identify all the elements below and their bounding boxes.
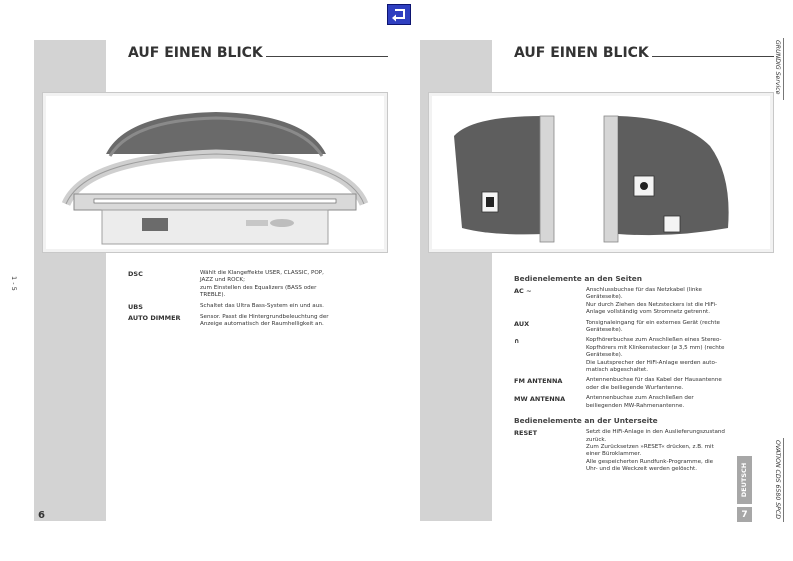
list-item: DSC Wählt die Klangeffekte USER, CLASSIC, POP, JAZZ und ROCK; zum Einstellen des Equalizers (BASS oder TREBLE). (128, 270, 324, 299)
right-page-title: AUF EINEN BLICK (514, 45, 774, 61)
right-page-number: 7 (737, 507, 752, 522)
list-item: MW ANTENNA Antennenbuchse zum Anschließen der beiliegenden MW-Rahmenantenne. (514, 395, 694, 409)
list-item: AC ~ Anschlussbuchse für das Netzkabel (linke Geräteseite). Nur durch Ziehen des Netzsteckers ist die HiFi- Anlage vollständig vom Stromnetz getrennt. (514, 287, 718, 316)
section-heading-bottom: Bedienelemente an der Unterseite (514, 416, 658, 426)
headphone-icon: ∩ (514, 337, 520, 346)
right-controls-list (514, 268, 736, 477)
left-page-title: AUF EINEN BLICK (128, 45, 388, 61)
side-rule-top (783, 38, 784, 100)
return-arrow-icon (391, 8, 407, 22)
back-button[interactable] (387, 4, 411, 25)
left-page-number: 6 (38, 510, 45, 521)
title-rule (652, 55, 774, 57)
side-view-illustration (432, 96, 770, 249)
side-rule-bottom (783, 438, 784, 522)
list-item: UBS Schaltet das Ultra Bass-System ein und aus. (128, 302, 324, 311)
side-label-brand: GRUNDIG Service (774, 40, 781, 95)
title-rule (266, 55, 388, 57)
front-view-illustration (46, 96, 384, 249)
list-item: RESET Setzt die HiFi-Anlage in den Auslieferungszustand zurück. Zum Zurücksetzen »RESET« drücken, z.B. mit einer Büroklammer. Alle gespeicherten Rundfunk-Programme, die Uhr- und die Weckzeit werden gelöscht. (514, 429, 725, 473)
list-item: FM ANTENNA Antennenbuchse für das Kabel der Hausantenne oder die beiliegende Wurfantenne. (514, 377, 722, 391)
section-heading-sides: Bedienelemente an den Seiten (514, 274, 643, 283)
list-item: AUX Tonsignaleingang für ein externes Gerät (rechte Geräteseite). (514, 319, 720, 334)
side-label-model: OVATION CDS 6580 SPCD (774, 440, 781, 519)
list-item: AUTO DIMMER Sensor. Passt die Hintergrundbeleuchtung der Anzeige automatisch der Raumhelligkeit an. (128, 313, 329, 328)
language-tab: DEUTSCH (737, 456, 752, 504)
list-item: ∩ Kopfhörerbuchse zum Anschließen eines Stereo- Kopfhörers mit Klinkenstecker (ø 3,5 mm) (rechte Geräteseite). Die Lautsprecher der HiFi-Anlage werden auto- matisch abgeschaltet. (514, 337, 725, 374)
left-controls-list (128, 270, 348, 331)
left-product-photo (42, 92, 388, 253)
margin-page-ref: 1 - 5 (10, 276, 18, 291)
right-product-photo (428, 92, 774, 253)
